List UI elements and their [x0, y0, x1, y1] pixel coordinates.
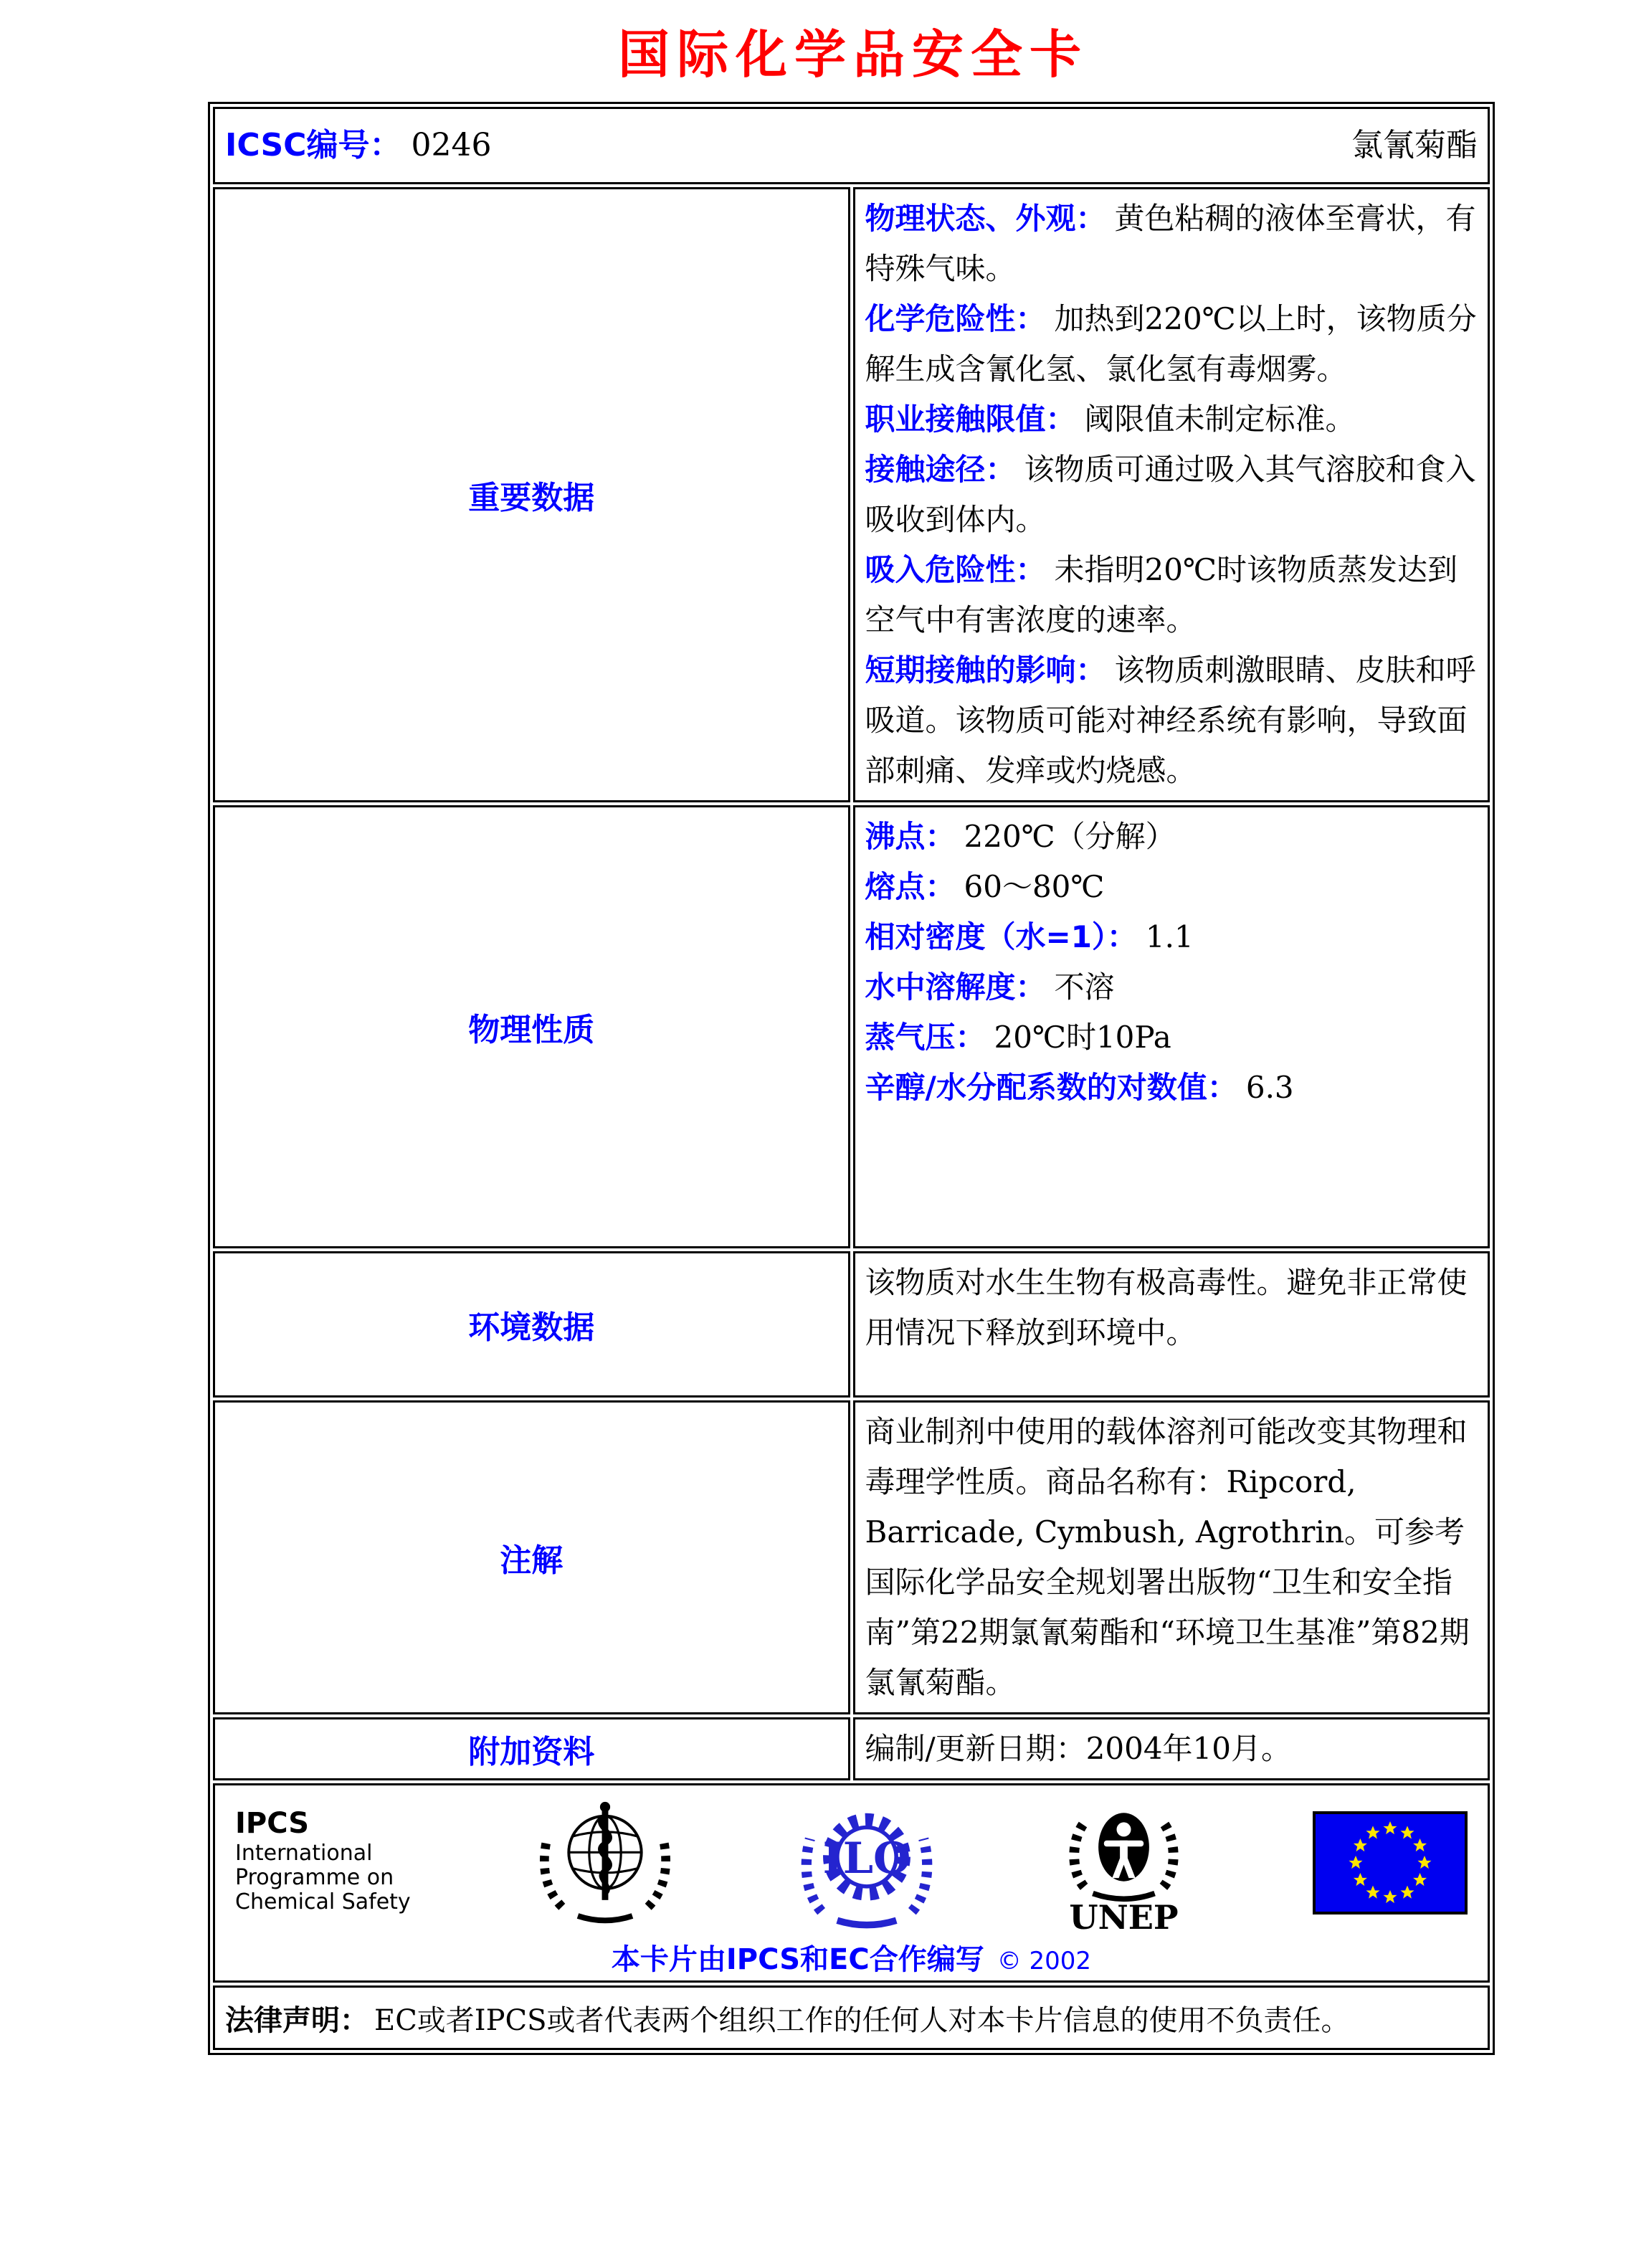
field-value: 黄色粘稠的液体至膏状，有特殊气味。: [865, 201, 1476, 286]
ipcs-line3: Chemical Safety: [235, 1889, 411, 1914]
field-value: 该物质可通过吸入其气溶胶和食入吸收到体内。: [865, 452, 1476, 537]
section-label-additional-info: 附加资料: [213, 1717, 850, 1780]
field-label: 熔点：: [865, 869, 956, 904]
field-line: [865, 1063, 1478, 1113]
field-value: 1.1: [1145, 919, 1194, 954]
field-label: 接触途径：: [865, 452, 1016, 487]
legal-cell: [213, 1985, 1490, 2050]
field-line: [865, 545, 1478, 645]
legal-row: [213, 1985, 1490, 2050]
section-row-environmental-data: [213, 1251, 1490, 1398]
field-value: 60～80℃: [964, 869, 1105, 904]
chemical-name: 氯氰菊酯: [1351, 127, 1478, 163]
field-value: 6.3: [1245, 1070, 1294, 1105]
field-line: [865, 962, 1478, 1012]
logos-row: [213, 1783, 1490, 1983]
field-label: 职业接触限值：: [865, 402, 1076, 437]
field-label: 短期接触的影响：: [865, 653, 1106, 688]
field-line: [865, 194, 1478, 294]
section-row-physical-properties: [213, 805, 1490, 1248]
physical-properties-content: [853, 805, 1490, 1248]
section-label-notes: 注解: [213, 1400, 850, 1714]
field-label: 沸点：: [865, 819, 956, 854]
icsc-number-group: [225, 113, 491, 178]
field-label: 吸入危险性：: [865, 552, 1046, 587]
field-line: [865, 912, 1478, 962]
svg-text:UNEP: UNEP: [1069, 1897, 1179, 1933]
eu-flag-icon: [1313, 1811, 1468, 1914]
field-value: 该物质刺激眼睛、皮肤和呼吸道。该物质可能对神经系统有影响，导致面部刺痛、发痒或灼烧感。: [865, 653, 1476, 788]
credit-text: 本卡片由IPCS和EC合作编写: [611, 1943, 984, 1976]
field-line: [865, 1012, 1478, 1063]
icsc-number-value: 0246: [411, 127, 492, 163]
credit-line: [235, 1937, 1468, 1978]
copyright-text: © 2002: [997, 1947, 1092, 1975]
ipcs-line1: International: [235, 1840, 373, 1866]
notes-content: 商业制剂中使用的载体溶剂可能改变其物理和毒理学性质。商品名称有：Ripcord, Barricade, Cymbush, Agrothrin。可参考国际化学品安全规划署出版物“卫生和安全指南”第22期氯氰菊酯和“环境卫生基准”第82期氯氰菊酯。: [853, 1400, 1490, 1714]
unep-icon: [1057, 1790, 1190, 1936]
page-title: 国际化学品安全卡: [617, 24, 1088, 85]
environmental-data-content: 该物质对水生生物有极高毒性。避免非正常使用情况下释放到环境中。: [853, 1251, 1490, 1398]
legal-label: 法律声明：: [225, 2003, 368, 2037]
field-value: 220℃（分解）: [964, 819, 1176, 854]
field-value: 20℃时10Pa: [994, 1020, 1171, 1055]
field-line: [865, 862, 1478, 912]
svg-text:ILO: ILO: [822, 1833, 911, 1884]
field-line: [865, 812, 1478, 862]
legal-text: EC或者IPCS或者代表两个组织工作的任何人对本卡片信息的使用不负责任。: [374, 2003, 1350, 2037]
icsc-card-table: [208, 102, 1495, 2055]
field-line: [865, 394, 1478, 445]
logos-cell: [213, 1783, 1490, 1983]
section-row-additional-info: [213, 1717, 1490, 1780]
field-line: [865, 445, 1478, 545]
ipcs-text-block: [235, 1806, 411, 1914]
important-data-content: [853, 187, 1490, 802]
field-value: 不溶: [1054, 969, 1115, 1005]
field-label: 辛醇/水分配系数的对数值：: [865, 1070, 1237, 1105]
field-value: 阈限值未制定标准。: [1084, 402, 1356, 437]
icsc-header-row: [213, 107, 1490, 184]
field-label: 化学危险性：: [865, 301, 1046, 336]
field-label: 相对密度（水=1）：: [865, 919, 1137, 954]
section-label-important-data: 重要数据: [213, 187, 850, 802]
section-label-physical-properties: 物理性质: [213, 805, 850, 1248]
field-value: 未指明20℃时该物质蒸发达到空气中有害浓度的速率。: [865, 552, 1458, 637]
field-line: [865, 294, 1478, 394]
field-value: 加热到220℃以上时，该物质分解生成含氰化氢、氯化氢有毒烟雾。: [865, 301, 1477, 386]
icsc-header-cell: [213, 107, 1490, 184]
ipcs-line2: Programme on: [235, 1864, 394, 1890]
field-label: 水中溶解度：: [865, 969, 1046, 1005]
section-row-important-data: [213, 187, 1490, 802]
additional-info-content: 编制/更新日期：2004年10月。: [853, 1717, 1490, 1780]
icsc-number-label: ICSC编号：: [225, 127, 401, 163]
field-line: [865, 645, 1478, 796]
who-icon: [533, 1793, 677, 1932]
field-label: 蒸气压：: [865, 1020, 986, 1055]
section-row-notes: [213, 1400, 1490, 1714]
field-label: 物理状态、外观：: [865, 201, 1106, 236]
ilo-icon: [799, 1793, 935, 1932]
section-label-environmental-data: 环境数据: [213, 1251, 850, 1398]
ipcs-acronym: IPCS: [235, 1806, 310, 1840]
